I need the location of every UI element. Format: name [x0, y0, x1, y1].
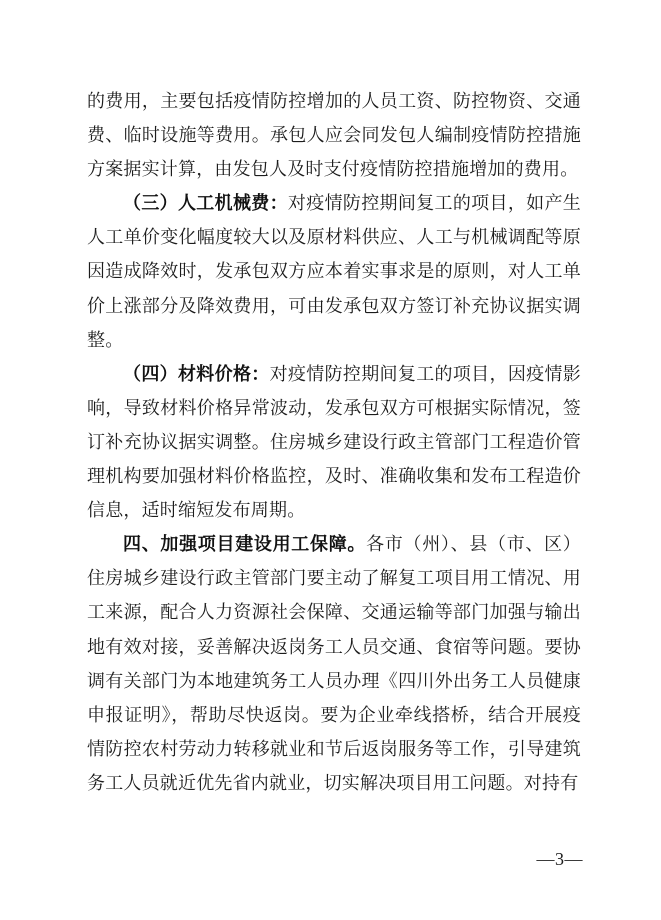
section-heading: （四）材料价格：	[123, 363, 270, 384]
page-number: —3—	[536, 849, 583, 869]
paragraph-text: 对疫情防控期间复工的项目，如产生人工单价变化幅度较大以及原材料供应、人工与机械调配等原因造成降效时，发承包双方应本着实事求是的原则，对人工单价上涨部分及降效费用，可由发承包双方签订补充协议据实调整。	[87, 193, 581, 350]
paragraph-text: 各市（州）、县（市、区）住房城乡建设行政主管部门要主动了解复工项目用工情况、用工来源，配合人力资源社会保障、交通运输等部门加强与输出地有效对接，妥善解决返岗务工人员交通、食宿等问题。要协调有关部门为本地建筑务工人员办理《四川外出务工人员健康申报证明》，帮助尽快返岗。要为企业牵线搭桥，结合开展疫情防控农村劳动力转移就业和节后返岗服务等工作，引导建筑务工人员就近优先省内就业，切实解决项目用工问题。对持有	[87, 534, 581, 793]
paragraph-text: 对疫情防控期间复工的项目，因疫情影响，导致材料价格异常波动，发承包双方可根据实际情况，签订补充协议据实调整。住房城乡建设行政主管部门工程造价管理机构要加强材料价格监控，及时、准确收集和发布工程造价信息，适时缩短发布周期。	[87, 363, 581, 521]
paragraph-section-si	[87, 527, 581, 800]
paragraph-section-4	[87, 357, 581, 527]
section-heading: （三）人工机械费：	[123, 193, 288, 214]
section-heading: 四、加强项目建设用工保障。	[123, 534, 367, 555]
paragraph-text: 的费用，主要包括疫情防控增加的人员工资、防控物资、交通费、临时设施等费用。承包人应会同发包人编制疫情防控措施方案据实计算，由发包人及时支付疫情防控措施增加的费用。	[87, 91, 581, 180]
paragraph-section-3	[87, 186, 581, 356]
document-body	[87, 84, 581, 800]
paragraph-continuation	[87, 84, 581, 186]
